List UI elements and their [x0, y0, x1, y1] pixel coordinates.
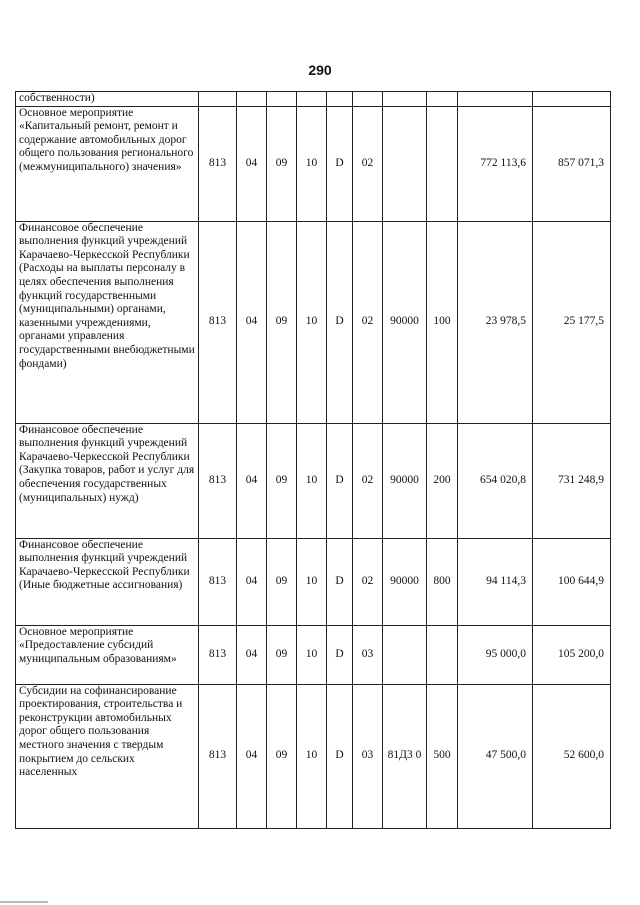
cell-empty: [297, 92, 327, 107]
cell-program: 10: [297, 684, 327, 828]
cell-amount-1: 772 113,6: [458, 106, 533, 221]
cell-activity: 03: [353, 625, 383, 684]
cell-amount-1: 654 020,8: [458, 423, 533, 538]
cell-amount-1: 47 500,0: [458, 684, 533, 828]
table-row: [16, 538, 611, 625]
cell-amount-2: 25 177,5: [533, 221, 611, 423]
cell-expense-type: [427, 625, 458, 684]
cell-subprogram: D: [327, 684, 353, 828]
cell-program: 10: [297, 221, 327, 423]
row-description: Основное мероприятие «Предоставление субсидий муниципальным образованиям»: [16, 625, 199, 684]
cell-program: 10: [297, 538, 327, 625]
cell-activity: 02: [353, 538, 383, 625]
cell-subsection: 09: [267, 684, 297, 828]
cell-empty: [383, 92, 427, 107]
cell-subprogram: D: [327, 221, 353, 423]
cell-section: 04: [237, 106, 267, 221]
cell-amount-2: 857 071,3: [533, 106, 611, 221]
row-description: Финансовое обеспечение выполнения функций учреждений Карачаево-Черкесской Республики (Расходы на выплаты персоналу в целях обеспечения выполнения функций государственными (муниципальными) органами, казенными учреждениями, органами управления государственными внебюджетными фондами): [16, 221, 199, 423]
cell-amount-1: 23 978,5: [458, 221, 533, 423]
cell-direction: 81Д3 0: [383, 684, 427, 828]
cell-code-ministry: 813: [199, 684, 237, 828]
cell-empty: [267, 92, 297, 107]
cell-expense-type: 800: [427, 538, 458, 625]
cell-activity: 02: [353, 221, 383, 423]
cell-expense-type: 200: [427, 423, 458, 538]
table-row: [16, 625, 611, 684]
cell-section: 04: [237, 538, 267, 625]
cell-empty: [458, 92, 533, 107]
cell-code-ministry: 813: [199, 423, 237, 538]
cell-subprogram: D: [327, 625, 353, 684]
row-description: Финансовое обеспечение выполнения функций учреждений Карачаево-Черкесской Республики (Закупка товаров, работ и услуг для обеспечения государственных (муниципальных) нужд): [16, 423, 199, 538]
table-row: [16, 221, 611, 423]
cell-expense-type: 500: [427, 684, 458, 828]
cell-amount-2: 731 248,9: [533, 423, 611, 538]
cell-expense-type: [427, 106, 458, 221]
cell-activity: 02: [353, 423, 383, 538]
cell-subsection: 09: [267, 423, 297, 538]
cell-program: 10: [297, 423, 327, 538]
cell-expense-type: 100: [427, 221, 458, 423]
cell-empty: [533, 92, 611, 107]
cell-amount-2: 105 200,0: [533, 625, 611, 684]
cell-program: 10: [297, 106, 327, 221]
cell-code-ministry: 813: [199, 625, 237, 684]
cell-section: 04: [237, 221, 267, 423]
table-row: [16, 423, 611, 538]
cell-activity: 03: [353, 684, 383, 828]
cell-code-ministry: 813: [199, 221, 237, 423]
budget-table: [15, 91, 611, 829]
cell-empty: [199, 92, 237, 107]
row-description: Основное мероприятие «Капитальный ремонт, ремонт и содержание автомобильных дорог общего пользования регионального (межмуниципального) значения»: [16, 106, 199, 221]
row-description: Финансовое обеспечение выполнения функций учреждений Карачаево-Черкесской Республики (Иные бюджетные ассигнования): [16, 538, 199, 625]
cell-direction: 90000: [383, 221, 427, 423]
cell-section: 04: [237, 684, 267, 828]
cell-direction: 90000: [383, 538, 427, 625]
cell-section: 04: [237, 625, 267, 684]
row-description: собственности): [16, 92, 199, 107]
cell-amount-1: 94 114,3: [458, 538, 533, 625]
cell-section: 04: [237, 423, 267, 538]
cell-direction: [383, 106, 427, 221]
cell-subsection: 09: [267, 625, 297, 684]
table-row: [16, 684, 611, 828]
row-description: Субсидии на софинансирование проектирования, строительства и реконструкции автомобильных дорог общего пользования местного значения с твердым покрытием до сельских населенных: [16, 684, 199, 828]
cell-program: 10: [297, 625, 327, 684]
cell-subsection: 09: [267, 538, 297, 625]
table-row: [16, 106, 611, 221]
cell-amount-2: 52 600,0: [533, 684, 611, 828]
cell-amount-1: 95 000,0: [458, 625, 533, 684]
cell-amount-2: 100 644,9: [533, 538, 611, 625]
cell-subsection: 09: [267, 106, 297, 221]
cell-empty: [237, 92, 267, 107]
cell-subprogram: D: [327, 423, 353, 538]
cell-code-ministry: 813: [199, 106, 237, 221]
cell-direction: 90000: [383, 423, 427, 538]
cell-subprogram: D: [327, 106, 353, 221]
cell-activity: 02: [353, 106, 383, 221]
cell-empty: [427, 92, 458, 107]
scan-edge-mark: [0, 901, 48, 903]
cell-direction: [383, 625, 427, 684]
cell-subsection: 09: [267, 221, 297, 423]
cell-code-ministry: 813: [199, 538, 237, 625]
cell-empty: [327, 92, 353, 107]
page-number: 290: [308, 62, 332, 78]
cell-subprogram: D: [327, 538, 353, 625]
cell-empty: [353, 92, 383, 107]
table-row: [16, 92, 611, 107]
